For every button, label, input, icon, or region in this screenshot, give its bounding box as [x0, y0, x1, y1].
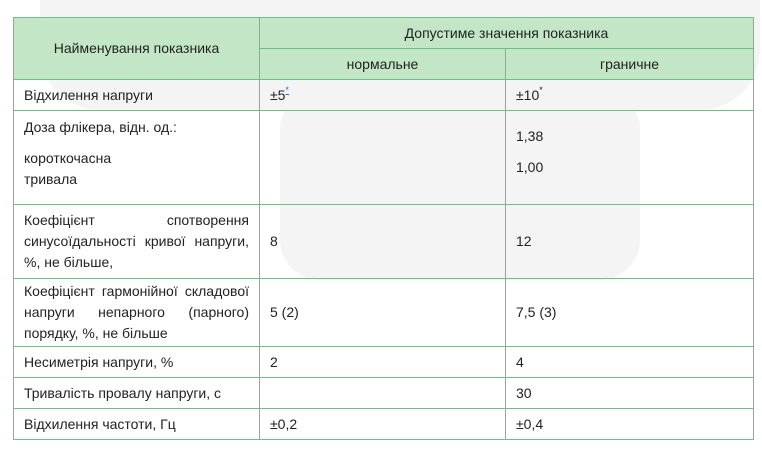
- row-normal: [260, 378, 506, 409]
- row-normal: ±0,2: [260, 409, 506, 440]
- row-name: Відхилення напруги: [14, 80, 260, 111]
- table-row: [14, 409, 754, 440]
- header-normal: нормальне: [260, 49, 506, 80]
- power-quality-table: [13, 17, 754, 440]
- header-allowed-value: Допустиме значення показника: [260, 18, 754, 49]
- row-limit: 7,5 (3): [506, 279, 754, 347]
- row-normal: 2: [260, 347, 506, 378]
- row-limit: ±10*: [506, 80, 754, 111]
- row-normal: 5 (2): [260, 279, 506, 347]
- table-row: [14, 111, 754, 205]
- row-name: Несиметрія напруги, %: [14, 347, 260, 378]
- row-limit: 1,38 1,00: [506, 111, 754, 205]
- row-limit: 12: [506, 205, 754, 279]
- table-row: [14, 279, 754, 347]
- footnote-mark: *: [539, 84, 543, 95]
- footnote-link[interactable]: *: [285, 84, 289, 95]
- table-row: [14, 80, 754, 111]
- table-row: [14, 378, 754, 409]
- row-limit: 30: [506, 378, 754, 409]
- row-normal: [260, 111, 506, 205]
- row-name: Відхилення частоти, Гц: [14, 409, 260, 440]
- table-row: [14, 205, 754, 279]
- header-limit: граничне: [506, 49, 754, 80]
- row-name: Доза флікера, відн. од.: короткочасна тривала: [14, 111, 260, 205]
- row-name: Коефіцієнт спотворення синусоїдальності кривої напруги, %, не більше,: [14, 205, 260, 279]
- row-name: Тривалість провалу напруги, с: [14, 378, 260, 409]
- row-name: Коефіцієнт гармонійної складової напруги непарного (парного) порядку, %, не більше: [14, 279, 260, 347]
- row-limit: 4: [506, 347, 754, 378]
- row-normal: 8: [260, 205, 506, 279]
- row-normal: ±5*: [260, 80, 506, 111]
- table-row: [14, 347, 754, 378]
- header-indicator-name: Найменування показника: [14, 18, 260, 80]
- row-limit: ±0,4: [506, 409, 754, 440]
